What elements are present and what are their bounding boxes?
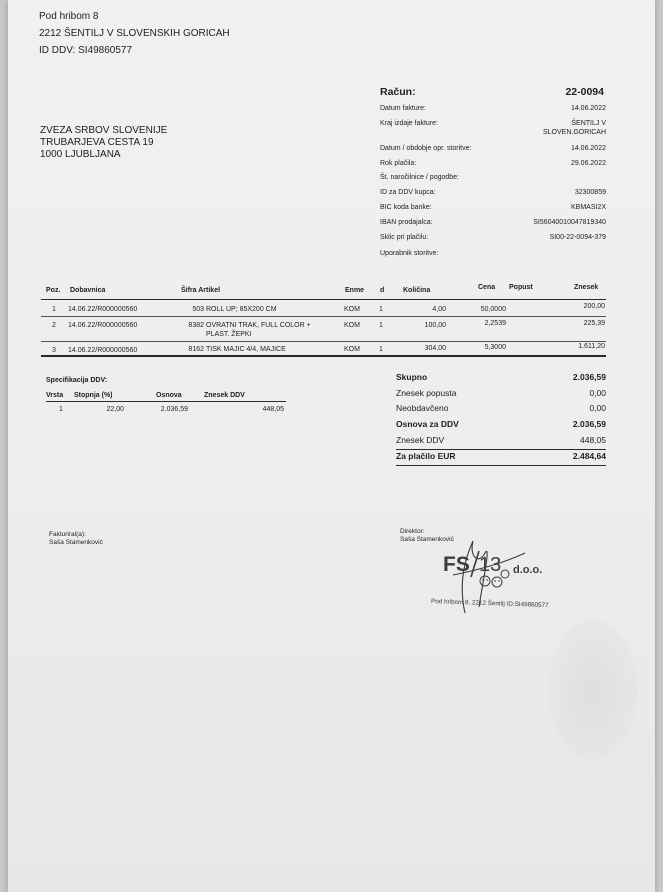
vat-cell-stopnja: 22,00	[106, 406, 124, 413]
stamp-logo-fs: FS	[443, 553, 470, 576]
total-value: 0,00	[589, 388, 606, 398]
col-header-d: d	[380, 287, 385, 294]
cell-d: 1	[379, 306, 383, 313]
cell-poz: 1	[52, 306, 56, 313]
cell-sifra: 503	[192, 306, 204, 313]
seller-vat-id: ID DDV: SI49860577	[39, 45, 133, 56]
seller-city: 2212 ŠENTILJ V SLOVENSKIH GORICAH	[39, 28, 230, 39]
meta-label: ID za DDV kupca:	[380, 189, 436, 196]
cell-sifra: 8382	[188, 322, 204, 329]
totals-rule	[396, 449, 606, 450]
meta-value: SI56040010047819340	[533, 219, 606, 226]
meta-label: Rok plačila:	[380, 160, 417, 167]
cell-znesek: 225,39	[583, 320, 605, 327]
vat-cell-znesek: 448,05	[262, 406, 284, 413]
vat-cell-vrsta: 1	[59, 406, 63, 413]
col-header-popust: Popust	[509, 284, 533, 291]
total-value: 2.036,59	[572, 372, 606, 382]
cell-dobavnica: 14.06.22/R000000560	[68, 306, 138, 313]
buyer-city: 1000 LJUBLJANA	[40, 149, 121, 160]
total-value: 2.484,64	[572, 451, 606, 461]
total-row	[396, 372, 606, 386]
vat-col-osnova: Osnova	[156, 392, 182, 399]
meta-label: BIC koda banke:	[380, 204, 432, 211]
cell-znesek: 200,00	[583, 303, 605, 310]
total-label: Osnova za DDV	[396, 419, 459, 429]
meta-label: Kraj izdaje fakture:	[380, 120, 438, 127]
meta-value: 14.06.2022	[570, 145, 606, 152]
cell-d: 1	[379, 346, 383, 353]
total-value: 0,00	[589, 403, 606, 413]
seller-street: Pod hribom 8	[39, 11, 99, 22]
cell-cena: 5,3000	[484, 344, 506, 351]
cell-poz: 3	[52, 347, 56, 354]
table-bottom-rule	[41, 355, 606, 357]
col-header-dobavnica: Dobavnica	[70, 287, 106, 294]
issuer-signature-block	[49, 531, 103, 547]
cell-enme: KOM	[344, 306, 360, 313]
meta-value: 32300859	[574, 189, 606, 196]
cell-dobavnica: 14.06.22/R000000560	[68, 322, 138, 329]
table-header-rule	[41, 299, 606, 300]
cell-artikel-line2: PLAST. ŽEPKI	[206, 331, 252, 338]
total-row	[396, 435, 606, 449]
cell-artikel: TISK MAJIC 4/4, MAJICE	[206, 346, 286, 353]
total-row	[396, 403, 606, 417]
seller-block	[39, 8, 230, 59]
col-header-sifra-artikel: Šifra Artikel	[181, 287, 221, 294]
total-row	[396, 388, 606, 402]
meta-value: SI00-22-0094-379	[549, 234, 606, 241]
total-row-grand	[396, 451, 606, 465]
vat-spec-title: Specifikacija DDV:	[46, 377, 108, 384]
cell-artikel: OVRATNI TRAK, FULL COLOR +	[206, 322, 311, 329]
cell-enme: KOM	[344, 346, 360, 353]
vat-col-stopnja: Stopnja (%)	[74, 392, 113, 399]
vat-col-vrsta: Vrsta	[46, 392, 64, 399]
vat-col-znesek: Znesek DDV	[204, 392, 245, 399]
cell-artikel: ROLL UP; 85X200 CM	[206, 306, 277, 313]
total-label: Znesek DDV	[396, 435, 445, 445]
company-stamp	[413, 535, 583, 620]
stamp-logo-13: 13	[479, 554, 502, 576]
stamp-logo-doo: d.o.o.	[513, 564, 543, 576]
meta-value: SLOVEN.GORICAH	[542, 129, 606, 136]
cell-sifra: 8162	[188, 346, 204, 353]
cell-cena: 2,2539	[484, 320, 506, 327]
director-name: Saša Stamenković	[400, 536, 454, 543]
total-label: Za plačilo EUR	[396, 451, 456, 461]
row-divider	[41, 341, 606, 342]
col-header-enme: Enme	[345, 287, 365, 294]
total-label: Neobdavčeno	[396, 403, 449, 413]
total-label: Znesek popusta	[396, 388, 457, 398]
meta-value: ŠENTILJ V	[571, 120, 606, 127]
stamp-address: Pod hribom 8, 2212 Šentilj ID:SI49860577	[430, 598, 549, 610]
total-value: 448,05	[580, 435, 606, 445]
meta-value: 14.06.2022	[570, 105, 606, 112]
cell-cena: 50,0000	[480, 306, 506, 313]
stamp-slash	[471, 551, 479, 577]
col-header-znesek: Znesek	[574, 284, 599, 291]
col-header-cena: Cena	[478, 284, 496, 291]
invoice-title: Račun:	[380, 86, 416, 98]
meta-label: IBAN prodajalca:	[380, 219, 433, 226]
vat-header-rule	[46, 401, 286, 402]
meta-label: Datum / obdobje opr. storitve:	[380, 145, 472, 152]
director-label: Direktor:	[400, 528, 425, 535]
cell-d: 1	[379, 322, 383, 329]
total-label: Skupno	[396, 372, 428, 382]
cell-kolicina: 304,00	[424, 345, 446, 352]
buyer-street: TRUBARJEVA CESTA 19	[40, 137, 154, 148]
totals-bottom-rule	[396, 465, 606, 466]
meta-value: 29.06.2022	[570, 160, 606, 167]
issuer-name: Saša Stamenković	[49, 539, 103, 546]
cell-znesek: 1.611,20	[578, 343, 605, 350]
meta-label: Sklic pri plačilu:	[380, 234, 429, 241]
buyer-name: ZVEZA SRBOV SLOVENIJE	[40, 125, 168, 136]
cell-enme: KOM	[344, 322, 360, 329]
invoice-page	[8, 0, 655, 892]
meta-label: Št. naročilnice / pogodbe:	[380, 174, 459, 181]
row-divider	[41, 316, 606, 317]
cell-poz: 2	[52, 322, 56, 329]
issuer-label: Fakturiral(a):	[49, 531, 86, 538]
cell-kolicina: 100,00	[424, 322, 446, 329]
invoice-number: 22-0094	[565, 86, 604, 98]
meta-label: Datum fakture:	[380, 105, 426, 112]
col-header-poz: Poz.	[46, 287, 61, 294]
vat-cell-osnova: 2.036,59	[160, 406, 188, 413]
cell-kolicina: 4,00	[432, 306, 446, 313]
buyer-block	[40, 125, 167, 161]
total-value: 2.036,59	[572, 419, 606, 429]
cell-dobavnica: 14.06.22/R000000560	[68, 347, 138, 354]
meta-value: KBMASI2X	[570, 204, 606, 211]
meta-label: Uporabnik storitve:	[380, 250, 439, 257]
col-header-kolicina: Količina	[403, 287, 431, 294]
total-row	[396, 419, 606, 433]
